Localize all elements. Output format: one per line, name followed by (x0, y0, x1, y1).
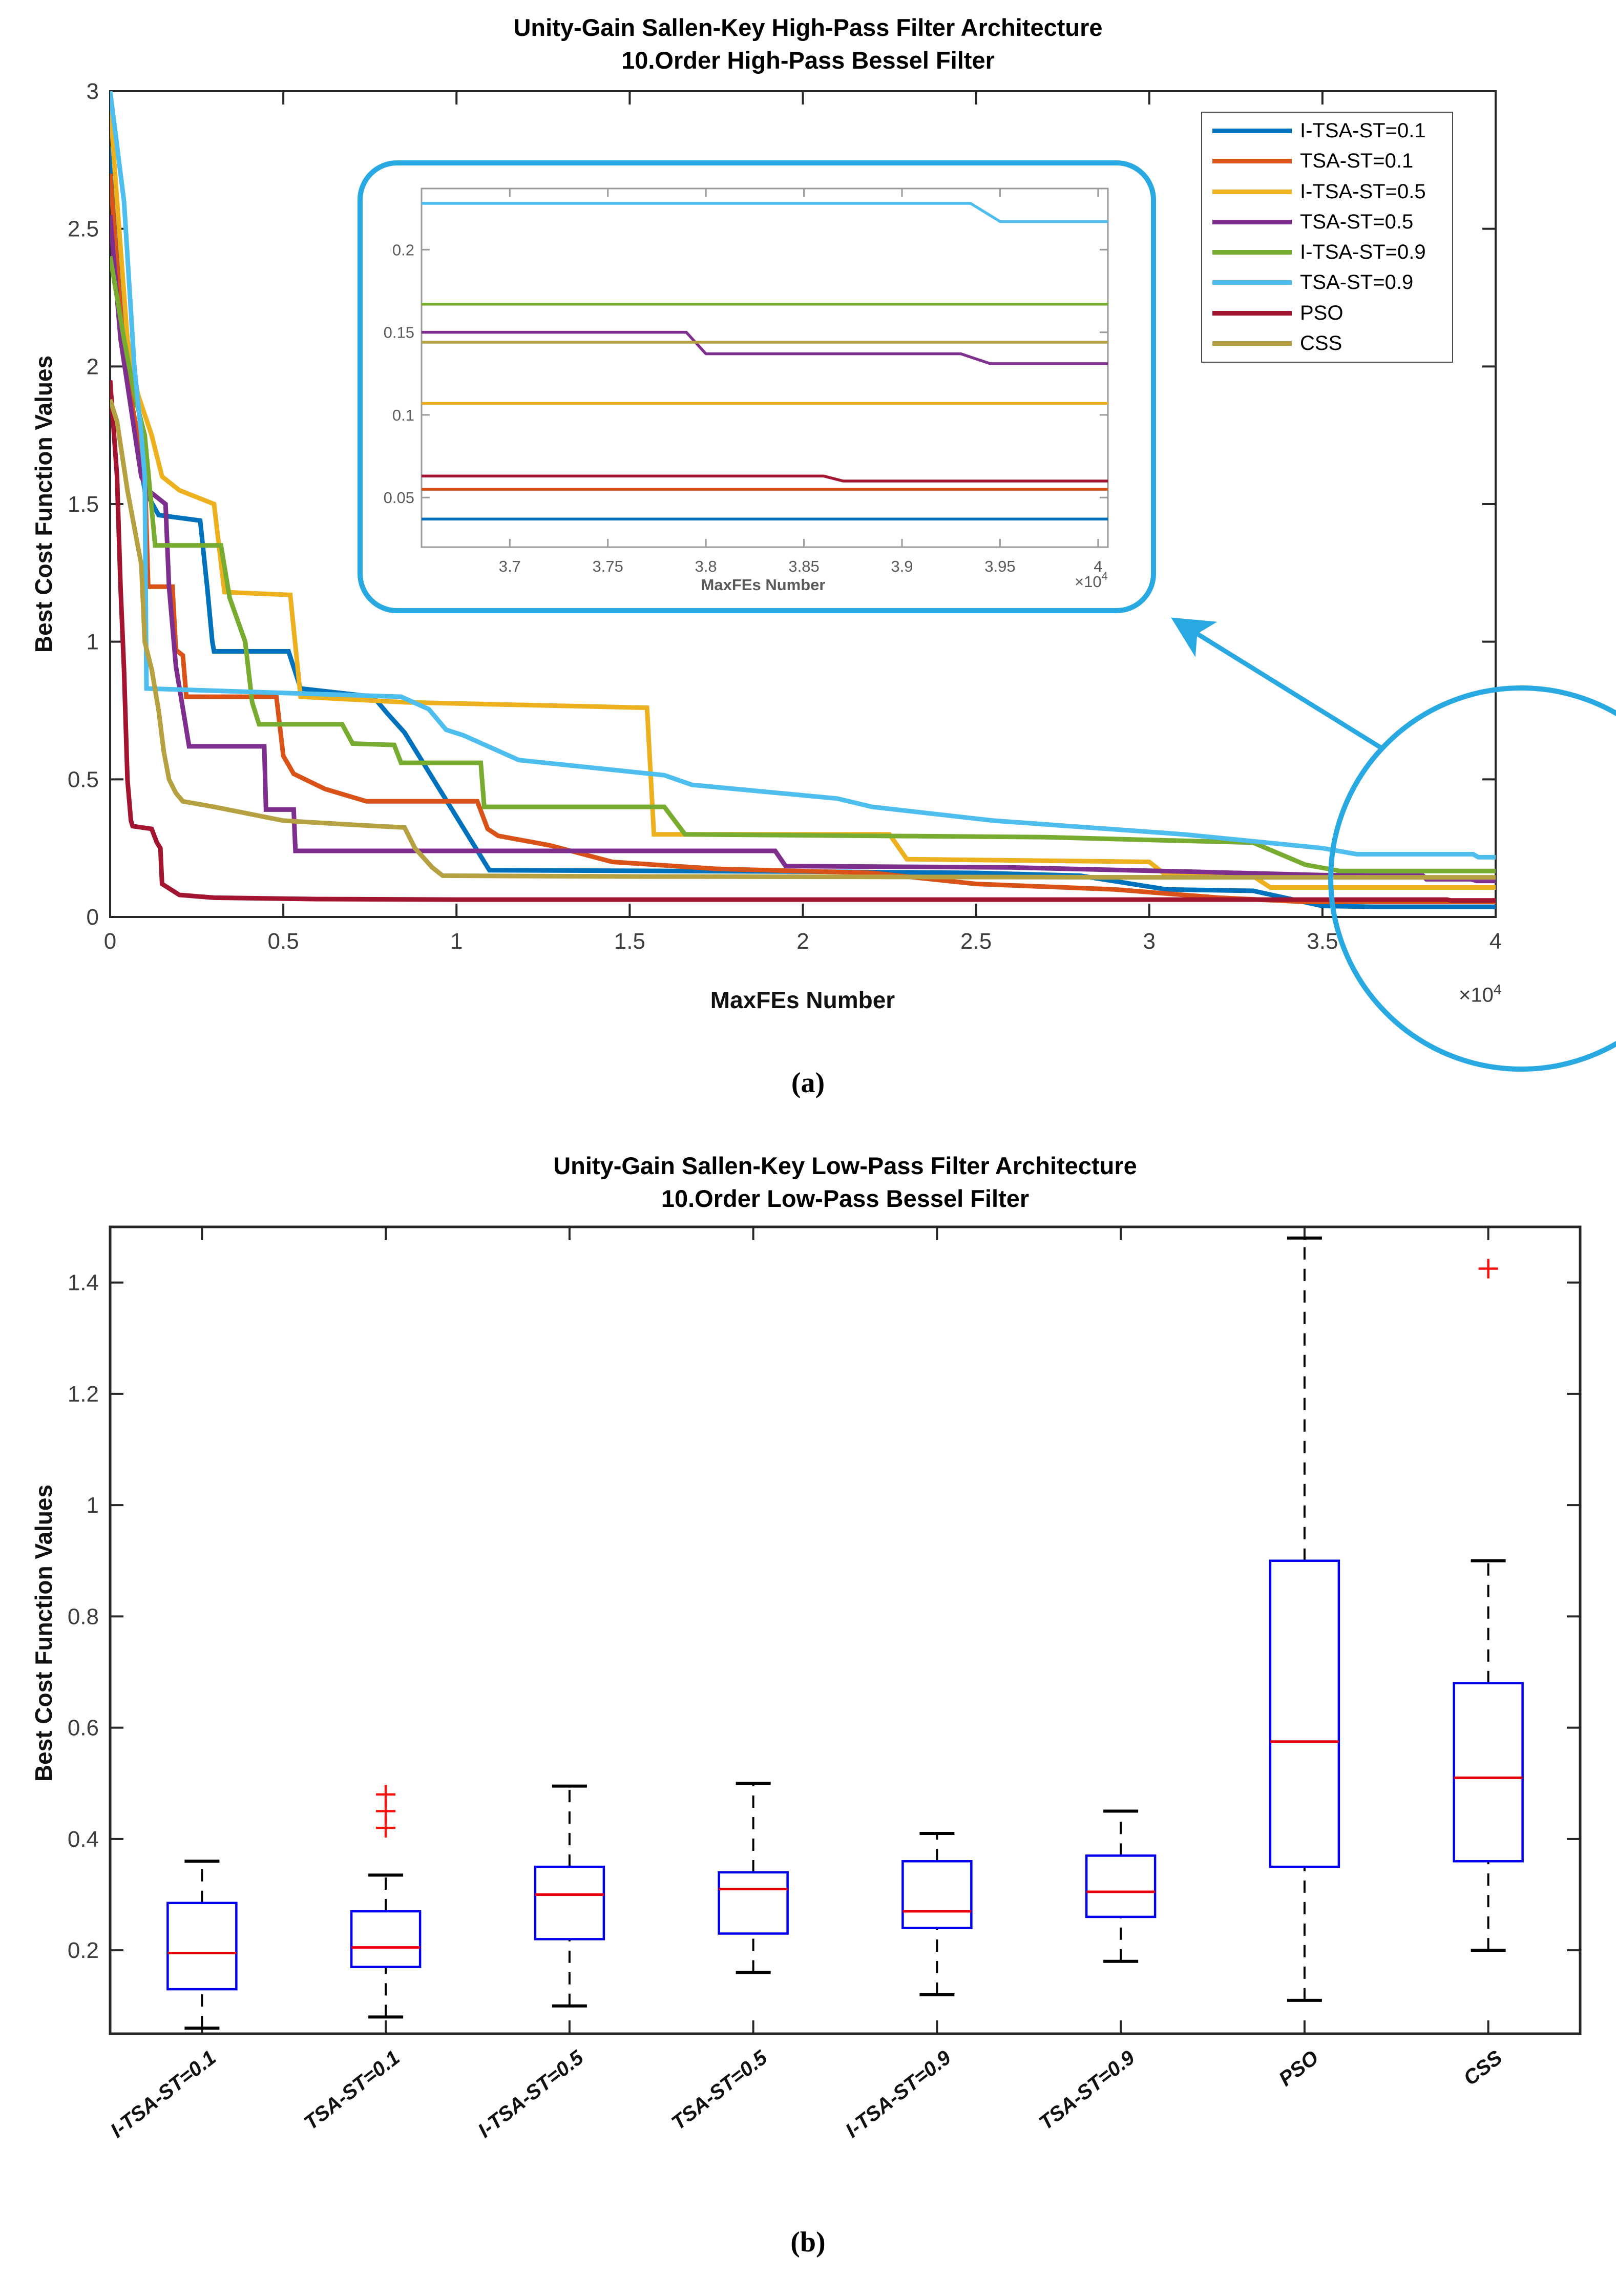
legend-line-sample (1212, 159, 1292, 163)
box-TSA-ST=0.5 (719, 1227, 788, 2034)
inset-x-tick-label: 3.7 (498, 557, 521, 575)
inset-x-tick-label: 3.95 (984, 557, 1016, 575)
x-tick-label: 3 (1143, 929, 1156, 954)
y-tick-label: 3 (86, 79, 99, 104)
y-tick-label: 1 (86, 629, 99, 655)
legend-entry-I-TSA-ST=0.1 (1212, 116, 1452, 146)
y-tick-label: 0.4 (67, 1826, 99, 1852)
legend-label: I-TSA-ST=0.1 (1300, 119, 1426, 142)
outlier (376, 1818, 395, 1838)
category-label-TSA-ST=0.5: TSA-ST=0.5 (667, 2046, 772, 2135)
legend-entry-PSO (1212, 298, 1452, 328)
box-CSS (1454, 1227, 1523, 2034)
outlier (376, 1785, 395, 1804)
inset-xlabel: MaxFEs Number (701, 576, 826, 594)
box-rect (719, 1872, 788, 1933)
box-rect (535, 1867, 604, 1939)
legend-line-sample (1212, 250, 1292, 255)
inset-y-tick-label: 0.1 (392, 406, 414, 424)
x-tick-label: 3.5 (1307, 929, 1338, 954)
legend-label: TSA-ST=0.1 (1300, 150, 1414, 173)
panel-a-x-multiplier: $\times 10^4$ (1459, 982, 1502, 1007)
legend (1201, 112, 1453, 363)
box-rect (1270, 1561, 1339, 1867)
panel-a-title-line2: 10.Order High-Pass Bessel Filter (621, 47, 995, 74)
category-label-I-TSA-ST=0.9: I-TSA-ST=0.9 (841, 2046, 955, 2142)
outlier (1479, 1259, 1498, 1278)
x-tick-label: 0.5 (267, 929, 299, 954)
y-tick-label: 1.5 (67, 492, 99, 517)
legend-line-sample (1212, 129, 1292, 133)
y-tick-label: 2 (86, 354, 99, 380)
panel-b-title (77, 1150, 1613, 1215)
panel-a-caption: (a) (791, 1067, 825, 1099)
panel-b-axes-box (110, 1227, 1580, 2034)
box-rect (903, 1861, 971, 1928)
legend-label: PSO (1300, 301, 1344, 324)
category-label-I-TSA-ST=0.1: I-TSA-ST=0.1 (106, 2046, 220, 2142)
inset-x-tick-label: 3.85 (788, 557, 820, 575)
category-label-TSA-ST=0.9: TSA-ST=0.9 (1035, 2046, 1139, 2135)
y-tick-label: 1.2 (67, 1381, 99, 1407)
box-I-TSA-ST=0.1 (167, 1227, 236, 2034)
y-tick-label: 0.6 (67, 1715, 99, 1741)
x-tick-label: 2.5 (960, 929, 992, 954)
inset-border (360, 163, 1153, 611)
legend-entry-I-TSA-ST=0.5 (1212, 177, 1452, 206)
legend-label: TSA-ST=0.5 (1300, 210, 1414, 233)
panel-b-plot (68, 1227, 1580, 2142)
box-TSA-ST=0.1 (351, 1227, 420, 2034)
inset-x-tick-label: 3.8 (695, 557, 717, 575)
category-label-PSO: PSO (1274, 2046, 1323, 2091)
inset-y-tick-label: 0.2 (392, 241, 414, 259)
legend-line-sample (1212, 220, 1292, 224)
legend-entry-TSA-ST=0.9 (1212, 268, 1452, 298)
inset-y-tick-label: 0.05 (383, 489, 414, 507)
x-tick-label: 4 (1489, 929, 1502, 954)
legend-entry-I-TSA-ST=0.9 (1212, 238, 1452, 267)
box-I-TSA-ST=0.9 (903, 1227, 971, 2034)
legend-label: I-TSA-ST=0.5 (1300, 180, 1426, 203)
panel-a-ylabel: Best Cost Function Values (30, 355, 57, 653)
panel-a-xlabel: MaxFEs Number (710, 987, 895, 1013)
panel-a-title (0, 11, 1616, 77)
panel-a-title-line1: Unity-Gain Sallen-Key High-Pass Filter Architecture (513, 14, 1103, 41)
legend-line-sample (1212, 311, 1292, 316)
legend-label: CSS (1300, 331, 1342, 354)
legend-entry-TSA-ST=0.1 (1212, 147, 1452, 176)
box-PSO (1270, 1227, 1339, 2034)
panel-b-title-line1: Unity-Gain Sallen-Key Low-Pass Filter Architecture (553, 1152, 1137, 1179)
inset-x-tick-label: 3.75 (592, 557, 623, 575)
y-tick-label: 0 (86, 905, 99, 930)
panel-b-ylabel: Best Cost Function Values (30, 1484, 57, 1782)
x-tick-label: 1 (450, 929, 463, 954)
legend-line-sample (1212, 280, 1292, 285)
y-tick-label: 1 (86, 1493, 99, 1518)
category-label-I-TSA-ST=0.5: I-TSA-ST=0.5 (474, 2046, 588, 2142)
legend-label: I-TSA-ST=0.9 (1300, 241, 1426, 264)
legend-entry-TSA-ST=0.5 (1212, 207, 1452, 237)
category-label-TSA-ST=0.1: TSA-ST=0.1 (300, 2046, 404, 2135)
inset-x-tick-label: 4 (1094, 557, 1103, 575)
box-rect (1086, 1855, 1155, 1916)
box-I-TSA-ST=0.5 (535, 1227, 604, 2034)
panel-b-title-line2: 10.Order Low-Pass Bessel Filter (661, 1185, 1030, 1212)
outlier (376, 1802, 395, 1821)
y-tick-label: 0.2 (67, 1938, 99, 1964)
y-tick-label: 1.4 (67, 1270, 99, 1296)
x-tick-label: 1.5 (614, 929, 645, 954)
legend-label: TSA-ST=0.9 (1300, 271, 1414, 294)
x-tick-label: 2 (796, 929, 809, 954)
inset-x-tick-label: 3.9 (891, 557, 913, 575)
box-rect (167, 1903, 236, 1989)
x-tick-label: 0 (103, 929, 117, 954)
y-tick-label: 0.8 (67, 1604, 99, 1630)
legend-line-sample (1212, 341, 1292, 346)
inset (360, 163, 1153, 611)
box-TSA-ST=0.9 (1086, 1227, 1155, 2034)
box-rect (351, 1911, 420, 1967)
category-label-CSS: CSS (1459, 2046, 1507, 2090)
inset-y-tick-label: 0.15 (383, 323, 414, 342)
box-rect (1454, 1683, 1523, 1862)
y-tick-label: 2.5 (67, 216, 99, 242)
inset-x-multiplier: $\times 10^4$ (1075, 570, 1108, 591)
panel-b-caption: (b) (790, 2226, 826, 2258)
y-tick-label: 0.5 (67, 767, 99, 792)
legend-line-sample (1212, 190, 1292, 194)
legend-entry-CSS (1212, 328, 1452, 358)
zoom-arrow-annotation (1178, 622, 1383, 749)
